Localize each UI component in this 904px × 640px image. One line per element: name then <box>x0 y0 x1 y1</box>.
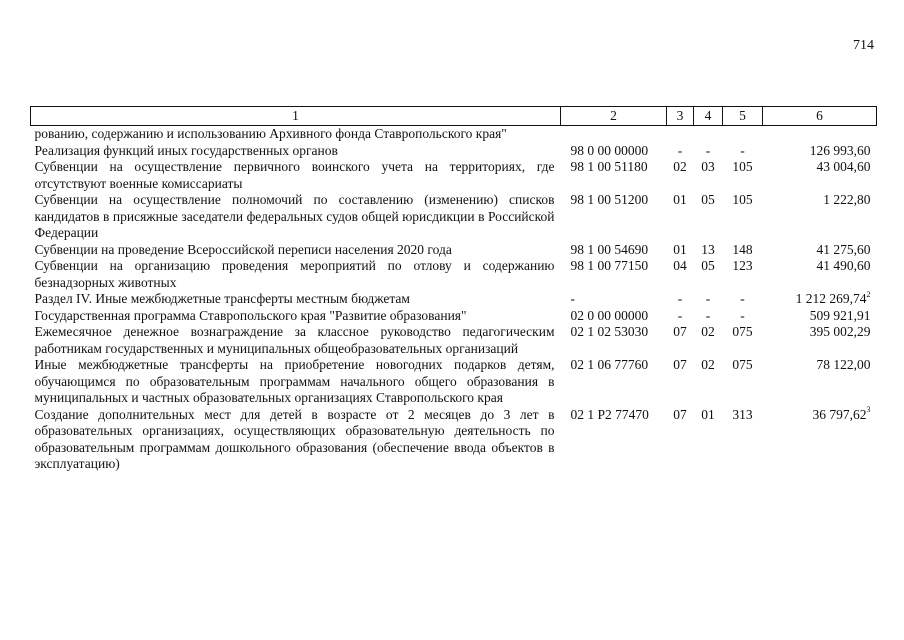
row-section-text: - <box>677 307 683 323</box>
row-subsection-cell <box>694 242 723 259</box>
page-number: 714 <box>853 38 874 53</box>
row-expense-type-text: - <box>740 291 745 306</box>
row-amount-text: 41 275,60 <box>816 241 871 257</box>
row-subsection-cell <box>694 308 723 325</box>
row-subsection-cell <box>694 291 723 308</box>
row-expense-type-cell <box>723 242 763 259</box>
row-name-cell <box>31 308 561 325</box>
column-header-6: 6 <box>763 107 877 126</box>
table-row <box>31 159 877 192</box>
row-expense-type-cell <box>723 291 763 308</box>
row-code-cell <box>561 242 667 259</box>
row-expense-type-text: 148 <box>732 241 753 257</box>
row-amount-text: 509 921,91 <box>809 307 871 323</box>
row-name-cell <box>31 192 561 242</box>
row-expense-type-text: 123 <box>732 258 753 273</box>
row-section-cell <box>667 258 694 291</box>
row-subsection-text: 05 <box>701 192 715 207</box>
row-code-cell <box>561 357 667 407</box>
row-name-cell <box>31 291 561 308</box>
row-amount-text: 1 222,80 <box>823 192 871 207</box>
table-body <box>31 126 877 473</box>
row-section-cell <box>667 126 694 143</box>
row-expense-type-cell <box>723 192 763 242</box>
row-code-text: 02 1 P2 77470 <box>570 406 649 422</box>
row-section-text: 01 <box>673 241 687 257</box>
table-row <box>31 258 877 291</box>
row-section-cell <box>667 291 694 308</box>
table-row <box>31 291 877 308</box>
row-section-cell <box>667 308 694 325</box>
row-section-text: 04 <box>673 258 687 273</box>
row-name-text: Раздел IV. Иные межбюджетные трансферты местным бюджетам <box>34 291 410 306</box>
table-row <box>31 242 877 259</box>
row-name-text: Субвенции на осуществление полномочий по составлению (изменению) списков кандидатов в присяжные заседатели федеральных судов общей юрисдикции в Российской Федерации <box>34 192 555 240</box>
row-section-cell <box>667 242 694 259</box>
row-amount-cell <box>763 126 877 143</box>
row-subsection-text: - <box>705 291 711 306</box>
row-expense-type-cell <box>723 126 763 143</box>
row-name-cell <box>31 407 561 473</box>
row-code-text: 98 1 00 51180 <box>570 159 648 174</box>
row-amount-text: 1 212 269,74 <box>795 291 867 306</box>
row-subsection-cell <box>694 258 723 291</box>
table-row <box>31 324 877 357</box>
row-amount-cell <box>763 407 877 473</box>
row-code-cell <box>561 324 667 357</box>
table-row <box>31 357 877 407</box>
row-name-cell <box>31 126 561 143</box>
row-section-text: 07 <box>673 357 687 372</box>
row-name-text: Субвенции на проведение Всероссийской переписи населения 2020 года <box>34 241 452 257</box>
row-expense-type-text: 075 <box>732 324 753 339</box>
row-name-cell <box>31 258 561 291</box>
row-expense-type-text: 313 <box>732 406 753 422</box>
row-expense-type-text: - <box>740 142 745 158</box>
row-amount-text: 41 490,60 <box>816 258 871 273</box>
row-subsection-cell <box>694 407 723 473</box>
row-expense-type-cell <box>723 357 763 407</box>
row-code-text: 02 1 06 77760 <box>570 357 649 372</box>
row-subsection-text: 02 <box>701 324 715 339</box>
row-expense-type-cell <box>723 258 763 291</box>
row-subsection-text: - <box>705 307 711 323</box>
row-amount-cell <box>763 324 877 357</box>
row-section-text: - <box>677 291 683 306</box>
row-expense-type-text: - <box>740 307 745 323</box>
row-amount-cell <box>763 357 877 407</box>
row-subsection-cell <box>694 143 723 160</box>
row-amount-cell <box>763 242 877 259</box>
table-row <box>31 407 877 473</box>
row-code-text: 02 0 00 00000 <box>570 307 649 323</box>
row-name-cell <box>31 159 561 192</box>
row-expense-type-text: 075 <box>732 357 753 372</box>
row-section-text: 01 <box>673 192 687 207</box>
row-name-text: Ежемесячное денежное вознаграждение за классное руководство педагогическим работникам государственных и муниципальных общеобразовательных организаций <box>34 324 555 356</box>
row-name-cell <box>31 357 561 407</box>
table-row <box>31 126 877 143</box>
row-name-text: Создание дополнительных мест для детей в возрасте от 2 месяцев до 3 лет в образовательных организациях, осуществляющих образовательную деятельность по образовательным программам дошкольного образования (обеспечение ввода объектов в эксплуатацию) <box>34 406 555 471</box>
row-name-cell <box>31 324 561 357</box>
row-amount-cell <box>763 291 877 308</box>
row-section-cell <box>667 143 694 160</box>
row-subsection-cell <box>694 192 723 242</box>
row-code-cell <box>561 126 667 143</box>
row-code-cell <box>561 192 667 242</box>
row-subsection-text: - <box>705 142 711 158</box>
column-header-2: 2 <box>561 107 667 126</box>
row-section-cell <box>667 159 694 192</box>
row-expense-type-cell <box>723 324 763 357</box>
row-section-text: 07 <box>673 324 687 339</box>
row-section-cell <box>667 357 694 407</box>
table-row <box>31 143 877 160</box>
row-amount-cell <box>763 308 877 325</box>
row-subsection-cell <box>694 324 723 357</box>
row-expense-type-cell <box>723 143 763 160</box>
row-code-cell <box>561 143 667 160</box>
footnote-marker: 3 <box>866 405 871 414</box>
row-expense-type-cell <box>723 159 763 192</box>
row-amount-cell <box>763 143 877 160</box>
column-header-3: 3 <box>667 107 694 126</box>
row-expense-type-text: 105 <box>732 159 753 174</box>
row-code-cell <box>561 308 667 325</box>
column-header-4: 4 <box>694 107 723 126</box>
footnote-marker: 2 <box>866 289 871 299</box>
row-subsection-text: 02 <box>701 357 715 372</box>
column-header-1: 1 <box>31 107 561 126</box>
row-code-cell <box>561 407 667 473</box>
row-section-cell <box>667 192 694 242</box>
row-name-text: Реализация функций иных государственных органов <box>34 142 338 158</box>
row-name-text: Субвенции на осуществление первичного воинского учета на территориях, где отсутствуют военные комиссариаты <box>34 159 555 191</box>
row-name-text: рованию, содержанию и использованию Архивного фонда Ставропольского края" <box>34 126 507 141</box>
row-subsection-text: 01 <box>701 406 715 422</box>
row-code-cell <box>561 291 667 308</box>
row-code-cell <box>561 159 667 192</box>
row-amount-cell <box>763 258 877 291</box>
row-section-text: - <box>677 142 683 158</box>
row-amount-text: 43 004,60 <box>816 159 871 174</box>
column-header-5: 5 <box>723 107 763 126</box>
budget-table <box>30 106 877 473</box>
row-section-cell <box>667 324 694 357</box>
row-name-cell <box>31 242 561 259</box>
row-expense-type-cell <box>723 308 763 325</box>
row-expense-type-text: 105 <box>732 192 753 207</box>
row-subsection-cell <box>694 357 723 407</box>
row-code-text: 98 0 00 00000 <box>570 142 649 158</box>
row-code-text: 02 1 02 53030 <box>570 324 649 339</box>
row-amount-cell <box>763 159 877 192</box>
table-header-row <box>31 107 877 126</box>
row-subsection-text: 13 <box>701 241 715 257</box>
row-name-text: Иные межбюджетные трансферты на приобретение новогодних подарков детям, обучающимся по образовательным программам начального общего образования в муниципальных и частных образовательных организациях Ставропольского края <box>34 357 555 405</box>
row-name-text: Субвенции на организацию проведения мероприятий по отлову и содержанию безнадзорных животных <box>34 258 555 290</box>
row-amount-text: 36 797,62 <box>812 406 867 422</box>
row-code-text: 98 1 00 54690 <box>570 241 649 257</box>
row-code-text: 98 1 00 77150 <box>570 258 649 273</box>
row-code-text: 98 1 00 51200 <box>570 192 649 207</box>
row-name-text: Государственная программа Ставропольского края "Развитие образования" <box>34 307 467 323</box>
row-amount-text: 126 993,60 <box>809 142 871 158</box>
row-section-text: 07 <box>673 406 687 422</box>
row-amount-cell <box>763 192 877 242</box>
row-code-text: - <box>570 291 575 306</box>
table-row <box>31 192 877 242</box>
row-section-cell <box>667 407 694 473</box>
table-row <box>31 308 877 325</box>
row-name-cell <box>31 143 561 160</box>
row-subsection-text: 03 <box>701 159 715 174</box>
row-subsection-text: 05 <box>701 258 715 273</box>
row-section-text: 02 <box>673 159 687 174</box>
row-amount-text: 78 122,00 <box>816 357 871 372</box>
row-code-cell <box>561 258 667 291</box>
row-amount-text: 395 002,29 <box>809 324 871 339</box>
row-subsection-cell <box>694 159 723 192</box>
row-subsection-cell <box>694 126 723 143</box>
row-expense-type-cell <box>723 407 763 473</box>
